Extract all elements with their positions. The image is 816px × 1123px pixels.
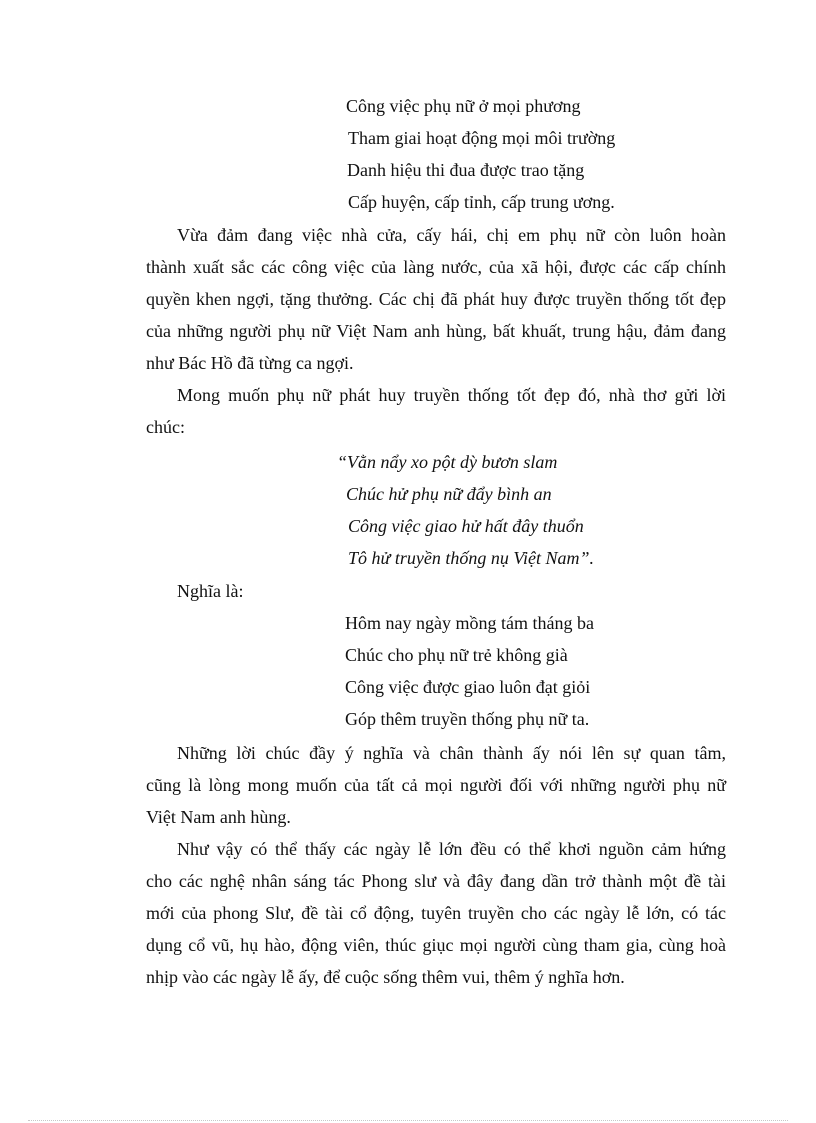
paragraph-1-line: của những người phụ nữ Việt Nam anh hùng, bất khuất, trung hậu, đảm đang bbox=[146, 321, 726, 341]
paragraph-3 bbox=[146, 737, 726, 833]
verse2-line-2: Chúc hử phụ nữ đẩy bình an bbox=[346, 484, 552, 504]
paragraph-4-line: dụng cổ vũ, hụ hào, động viên, thúc giục mọi người cùng tham gia, cùng hoà bbox=[146, 935, 726, 955]
paragraph-3-line: Việt Nam anh hùng. bbox=[146, 807, 291, 827]
verse3-line-1: Hôm nay ngày mồng tám tháng ba bbox=[345, 613, 594, 633]
paragraph-3-line: cũng là lòng mong muốn của tất cả mọi người đối với những người phụ nữ bbox=[146, 775, 726, 795]
paragraph-1-line: Vừa đảm đang việc nhà cửa, cấy hái, chị em phụ nữ còn luôn hoàn bbox=[177, 225, 726, 245]
paragraph-2-line: chúc: bbox=[146, 417, 185, 437]
paragraph-4 bbox=[146, 833, 726, 993]
verse2-line-3: Công việc giao hử hất đây thuổn bbox=[348, 516, 584, 536]
paragraph-2 bbox=[146, 379, 726, 443]
verse1-line-3: Danh hiệu thi đua được trao tặng bbox=[347, 160, 585, 180]
page-footer-divider bbox=[28, 1120, 788, 1121]
verse3-line-4: Góp thêm truyền thống phụ nữ ta. bbox=[345, 709, 590, 729]
verse1-line-4: Cấp huyện, cấp tỉnh, cấp trung ương. bbox=[348, 192, 615, 212]
verse1-line-2: Tham giai hoạt động mọi môi trường bbox=[348, 128, 616, 148]
paragraph-4-line: Như vậy có thể thấy các ngày lễ lớn đều có thể khơi nguồn cảm hứng bbox=[177, 839, 726, 859]
verse2-line-1: “Vằn nẩy xo pột dỳ bươn slam bbox=[337, 452, 558, 472]
paragraph-1-line: thành xuất sắc các công việc của làng nước, của xã hội, được các cấp chính bbox=[146, 257, 726, 277]
verse3-line-2: Chúc cho phụ nữ trẻ không già bbox=[345, 645, 568, 665]
paragraph-3-line: Những lời chúc đầy ý nghĩa và chân thành ấy nói lên sự quan tâm, bbox=[177, 743, 726, 763]
paragraph-4-line: mới của phong Slư, đề tài cổ động, tuyên truyền cho các ngày lễ lớn, có tác bbox=[146, 903, 726, 923]
verse3-line-3: Công việc được giao luôn đạt giỏi bbox=[345, 677, 591, 697]
meaning-label: Nghĩa là: bbox=[177, 581, 244, 601]
paragraph-1-line: như Bác Hồ đã từng ca ngợi. bbox=[146, 353, 354, 373]
verse1-line-1: Công việc phụ nữ ở mọi phương bbox=[346, 96, 581, 116]
verse2-line-4: Tô hử truyền thống nụ Việt Nam”. bbox=[348, 548, 594, 568]
paragraph-4-line: cho các nghệ nhân sáng tác Phong slư và đây đang dần trở thành một đề tài bbox=[146, 871, 726, 891]
paragraph-1 bbox=[146, 219, 726, 379]
paragraph-4-line: nhịp vào các ngày lễ ấy, để cuộc sống thêm vui, thêm ý nghĩa hơn. bbox=[146, 967, 625, 987]
paragraph-2-line: Mong muốn phụ nữ phát huy truyền thống tốt đẹp đó, nhà thơ gửi lời bbox=[177, 385, 726, 405]
paragraph-1-line: quyền khen ngợi, tặng thưởng. Các chị đã phát huy được truyền thống tốt đẹp bbox=[146, 289, 726, 309]
